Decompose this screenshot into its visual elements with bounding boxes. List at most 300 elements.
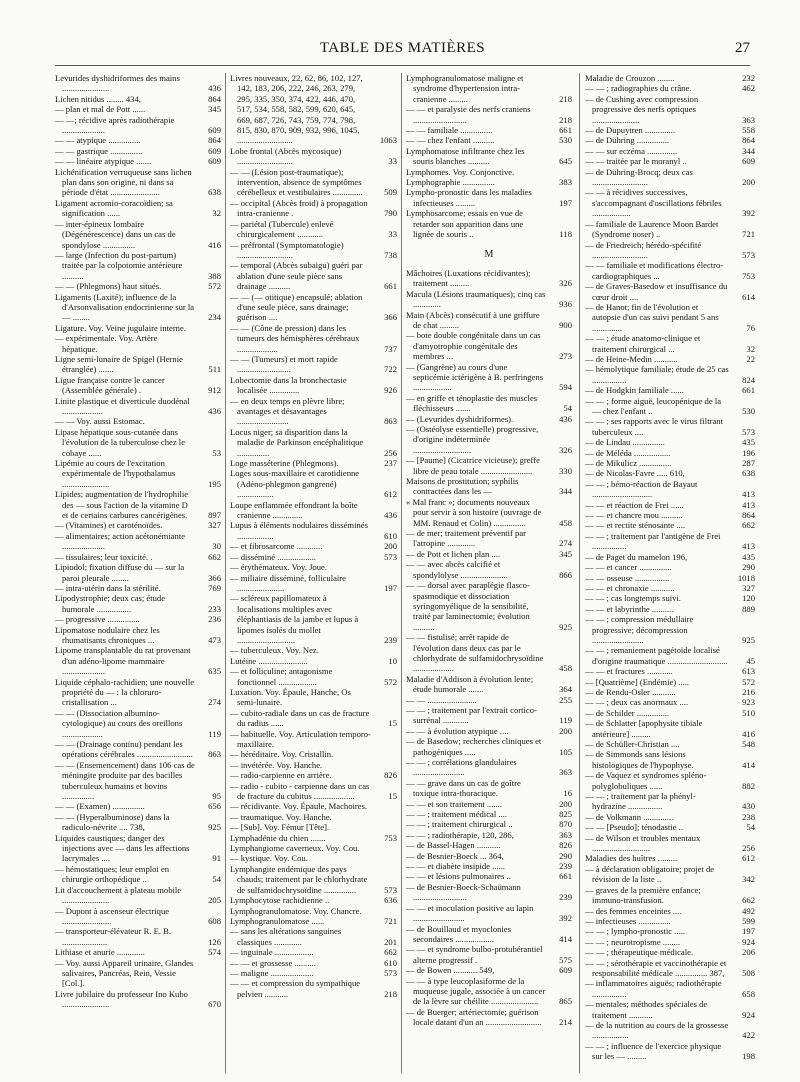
entry-text: — — ; corrélations glandulaires ........................ [406,757,517,778]
entry-text: — temporal (Abcès subaigu) guéri par ablation d'une seule pièce sans drainage .......... [230,260,363,292]
entry-page-ref: 218 [384,988,397,999]
entry-page-ref: 662 [208,551,221,562]
entry-text: — de Simmonds sans lésions histologiques de l'hypophyse. [585,749,694,770]
entry-page-ref: 32 [746,343,755,354]
index-entry [230,292,397,323]
entry-text: Ligature. Voy. Veine jugulaire interne. [55,322,186,333]
index-entry [230,167,397,198]
entry-page-ref: 609 [208,145,221,156]
entry-page-ref: 613 [742,666,755,677]
entry-page-ref: 612 [384,489,397,500]
index-entry [55,94,221,104]
index-entry [55,812,221,833]
index-entry [406,861,572,871]
entry-text: — de la nutrition au cours de la grossesse ................. [585,1019,729,1041]
index-column-4 [585,73,755,1073]
entry-text: — [Paume] (Cicatrice vicieuse); greffe libre de peau totale ........................ [406,455,540,476]
index-entry [406,944,572,965]
entry-text: Ligue française contre le cancer (Assemblée générale) . [55,374,165,396]
entry-text: — — ; deux cas anormaux .... [585,697,689,708]
index-entry [230,656,397,666]
index-entry [585,510,755,520]
entry-page-ref: 753 [742,270,755,281]
entry-text: — de Hanot; fin de l'évolution et autopsie d'un cas suivi pendant 5 ans .............. [585,301,719,333]
index-entry [55,739,221,760]
entry-text: — — à évolution atypique .... [406,725,509,736]
index-entry [585,853,755,863]
header-rule [55,65,750,66]
entry-page-ref: 256 [384,447,397,458]
entry-page-ref: 214 [559,1017,572,1028]
entry-text: — — ; forme aiguë, leucopénique de la — chez l'enfant .. [585,395,722,416]
entry-page-ref: 239 [559,892,572,903]
entry-text: Ligaments (Laxité); influence de la d'Arsonvalisation endocrinienne sur la — ........ [55,291,195,323]
entry-page-ref: 462 [742,83,755,94]
entry-text: — — et réaction de Frei ...... [585,499,684,510]
index-entry [406,73,572,104]
index-entry [55,104,221,114]
entry-text: Lutéine ....................... [230,655,308,666]
entry-page-ref: 197 [384,582,397,593]
index-entry [406,705,572,726]
entry-page-ref: 32 [212,208,221,219]
entry-page-ref: 216 [742,686,755,697]
index-entry [406,903,572,924]
entry-text: — de Friedreich; hérédo-spécifité .......................... [585,239,702,260]
index-entry [55,156,221,166]
entry-text: — — et grossesse .......... [230,957,316,968]
entry-text: Ligament acromio-coracoïdien; sa signification ...... [55,197,173,219]
entry-text: — de Buerger; artériectomie; guérison locale datant d'un an .......................... [406,1006,542,1028]
entry-text: — en deux temps en plèvre libre; avantages et désavantages ........................ [230,395,345,427]
index-entry [55,146,221,156]
entry-text: — —; récidive après radiothérapie .................... [55,114,175,136]
index-entry [585,364,755,385]
entry-text: — — et chronaxie ........... [585,582,675,593]
entry-page-ref: 753 [384,832,397,843]
entry-text: — à déclaration obligatoire; projet de révision de la liste .. [585,863,715,885]
entry-page-ref: 863 [384,416,397,427]
entry-text: Maisons de prostitution; syphilis contractées dans les — [406,476,519,497]
index-entry [585,260,755,281]
entry-page-ref: 392 [742,208,755,219]
entry-text: Luxation. Voy. Épaule, Hanche, Os semi-lunaire. [230,686,351,708]
entry-text: — — (Hyperalbuminose) dans la radiculo-névrite .... 738, [55,811,170,833]
entry-text: Lipémie au cours de l'excitation expérimentale de l'hypothalamus ...................... [55,458,176,489]
entry-text: Lupus à éléments nodulaires disséminés ................. [230,520,368,541]
index-entry [55,885,221,906]
entry-text: — plan et mal de Pott ...... [55,104,146,115]
entry-text: Lymphomatose infiltrante chez les souris blanches .......... [406,145,525,167]
index-entry [230,781,397,802]
entry-page-ref: 413 [742,499,755,510]
entry-page-ref: 436 [384,510,397,521]
entry-page-ref: 237 [384,458,397,469]
index-entry [406,674,572,695]
entry-page-ref: 635 [208,666,221,677]
entry-page-ref: 287 [742,458,755,469]
entry-text: — — ; cas longtemps suivi. [585,593,681,604]
entry-text: — — ; étude anatomo-clinique et traitement chirurgical ... [585,333,701,354]
entry-page-ref: 430 [742,801,755,812]
entry-page-ref: 826 [384,770,397,781]
index-entry [406,497,572,528]
entry-page-ref: 924 [742,936,755,947]
index-entry [230,812,397,822]
entry-page-ref: 236 [208,614,221,625]
entry-page-ref: 458 [559,663,572,674]
entry-text: — occipital (Abcès froid) à propagation intra-cranienne . [230,197,368,219]
entry-page-ref: 609 [559,965,572,976]
index-entry [55,354,221,375]
index-entry [406,924,572,945]
entry-text: — — et fractures ............ [585,666,673,677]
entry-text: — — à type leucoplasiforme de la muqueuse jugale, associée à un cancer de la lèvre sur chéilite ...................... [406,975,546,1007]
entry-page-ref: 54 [212,874,221,885]
index-entry [585,812,755,822]
entry-page-ref: 662 [384,947,397,958]
index-entry [55,801,221,811]
entry-text: Linite plastique et diverticule duodénal ................... [55,395,190,416]
entry-text: — — et cancer ............... [585,562,672,573]
index-entry [230,468,397,499]
index-entry [406,167,572,177]
entry-text: — et folliculine; antagonisme fonctionnel .................. [230,666,333,687]
entry-page-ref: 722 [384,364,397,375]
entry-page-ref: 232 [742,73,755,83]
entry-text: — Voy. aussi Appareil urinaire, Glandes salivaires, Pancréas, Rein, Vessie [Col.]. [55,957,194,989]
entry-page-ref: 383 [559,177,572,188]
entry-page-ref: 95 [212,791,221,802]
entry-page-ref: 33 [388,229,397,240]
entry-page-ref: 54 [746,822,755,833]
index-entry [55,73,221,94]
index-entry [55,167,221,198]
index-entry [55,520,221,530]
entry-page-ref: 436 [559,413,572,424]
index-entry [585,749,755,770]
index-entry [230,573,397,594]
entry-text: — (Levurides dyshidriformes). [406,413,514,424]
index-entry [55,947,221,957]
entry-page-ref: 233 [208,603,221,614]
index-entry [406,289,572,310]
entry-page-ref: 573 [384,967,397,978]
index-entry [230,198,397,219]
entry-text: — large (Infection du post-partum) traitée par la colpotomie antérieure .......... [55,249,183,281]
entry-page-ref: 925 [742,634,755,645]
entry-page-ref: 661 [559,871,572,882]
index-entry [230,833,397,843]
index-entry [585,999,755,1020]
entry-page-ref: 416 [742,728,755,739]
entry-page-ref: 435 [742,437,755,448]
entry-page-ref: 436 [208,406,221,416]
index-entry [55,375,221,396]
index-entry [230,760,397,770]
index-entry [230,749,397,759]
index-entry [55,115,221,136]
index-entry [55,708,221,739]
entry-text: Locus niger; sa disparition dans la maladie de Parkinson encéphalitique ............... [230,426,364,458]
index-entry [585,718,755,739]
index-entry [55,677,221,708]
index-entry [406,736,572,757]
index-entry [585,219,755,240]
entry-page-ref: 414 [559,933,572,944]
index-entry [55,906,221,927]
entry-text: — de Méléda ................. [585,447,671,458]
index-entry [585,94,755,125]
index-entry [585,448,755,458]
entry-text: — — (Tumeurs) et mort rapide ......................... [230,353,338,375]
index-entry [585,240,755,261]
entry-page-ref: 575 [559,954,572,965]
index-entry [406,830,572,840]
entry-text: — — familiale ............... [406,125,493,136]
entry-page-ref: 656 [208,801,221,812]
entry-text: Loges sous-maxillaire et carotidienne (Adéno-phlegmon gangrené) ................. [230,468,360,500]
entry-page-ref: 435 [742,551,755,562]
entry-page-ref: 22 [746,353,755,364]
index-entry [230,541,397,551]
index-entry [230,427,397,458]
entry-page-ref: 256 [742,843,755,854]
index-entry [406,882,572,903]
entry-text: Lymphomes. Voy. Conjonctive. [406,166,515,177]
index-entry [406,393,572,414]
entry-page-ref: 76 [746,322,755,333]
entry-text: Main (Abcès) consécutif à une griffure de chat ......... [406,309,540,330]
index-entry [230,354,397,375]
index-entry [230,458,397,468]
entry-text: — — (Cône de pression) dans les tumeurs des hémisphères cérébraux ................... [230,322,360,354]
entry-page-ref: 413 [742,489,755,500]
entry-page-ref: 926 [384,385,397,396]
entry-text: — de Lindau ............... [585,437,665,448]
entry-page-ref: 344 [559,486,572,497]
entry-page-ref: 661 [742,385,755,396]
index-entry [406,177,572,187]
index-entry [585,697,755,707]
entry-text: — — ; lympho-pronostic ..... [585,926,686,937]
index-entry [55,250,221,281]
entry-page-ref: 662 [742,520,755,531]
entry-page-ref: 670 [208,999,221,1010]
entry-text: — de Paget du mamelon 196, [585,551,688,562]
entry-page-ref: 573 [742,426,755,437]
index-entry [230,562,397,572]
index-entry [406,580,572,632]
index-entry [55,926,221,947]
entry-text: — de Cushing avec compression progressive des nerfs optiques ...................... [585,93,699,125]
index-entry [230,666,397,687]
entry-text: — — (Ensemencement) dans 106 cas de méningite produite par des bacilles tuberculeux humains et bovins ............... [55,759,195,802]
entry-page-ref: 609 [208,156,221,167]
index-entry [406,455,572,476]
entry-text: — progressive ............... [55,614,140,625]
index-entry [55,489,221,520]
index-columns [55,73,755,1073]
entry-text: — radio-carpienne en arrière. [230,770,332,781]
index-entry [55,135,221,145]
entry-page-ref: 572 [384,676,397,687]
entry-text: — transporteur-élévateur R. E. B. ..................... [55,926,172,947]
page-number: 27 [735,40,750,56]
entry-text: — — ; traitement chirurgical .. [406,819,513,830]
index-entry [406,965,572,975]
index-entry [585,833,755,854]
entry-text: — expérimentale. Voy. Artère hépatique. [55,333,158,354]
entry-page-ref: 273 [559,351,572,362]
index-entry [585,906,755,916]
entry-text: — érythémateux. Voy. Joue. [230,562,327,573]
entry-page-ref: 206 [742,947,755,958]
index-entry [585,645,755,666]
section-letter: M [484,248,494,260]
entry-page-ref: 413 [742,541,755,552]
entry-text: Lipomatose nodulaire chez les rhumatisants chroniques ... [55,624,160,645]
index-entry [55,323,221,333]
entry-text: — sans les altérations sanguines classiques ............. [230,926,342,947]
entry-page-ref: 473 [208,634,221,645]
entry-page-ref: 866 [559,569,572,580]
entry-text: — de Besnier-Boeck-Schaümann ......................... [406,881,521,903]
entry-text: — scléreux papillomateux à localisations multiples avec éléphantiasis de la jambe et lupus à lipomes isolés du mollet ........................... [230,593,359,645]
entry-page-ref: 574 [208,947,221,958]
entry-page-ref: 508 [742,967,755,978]
index-entry [585,146,755,156]
entry-page-ref: 363 [559,829,572,840]
entry-text: — de Mikulicz ............... [585,458,672,469]
index-entry [585,822,755,832]
index-entry [230,843,397,853]
index-entry [585,479,755,500]
index-entry [55,396,221,417]
entry-text: — des femmes enceintes .... [585,905,682,916]
entry-page-ref: 414 [742,759,755,770]
entry-text: Lobe frontal (Abcès mycosique) .......................... [230,145,342,167]
entry-text: — — à récidives successives, s'accompagnant d'oscillations fébriles .................. [585,187,722,219]
entry-page-ref: 118 [559,229,572,240]
entry-text: — — familiale et modifications électro-cardiographiques ... [585,260,724,281]
entry-page-ref: 661 [559,125,572,136]
entry-text: — de Dühring ............... [585,135,670,146]
index-entry [585,520,755,530]
entry-page-ref: 366 [384,312,397,323]
entry-page-ref: 200 [559,725,572,736]
entry-page-ref: 238 [742,811,755,822]
entry-text: — habituelle. Voy. Articulation temporo-maxillaire. [230,728,371,749]
index-entry [406,187,572,208]
index-entry [585,958,755,979]
index-entry [585,468,755,478]
entry-text: — — ; influence de l'exercice physique sur les — ......... [585,1040,722,1062]
entry-page-ref: 573 [742,249,755,260]
index-entry [406,104,572,125]
entry-text: Lichénification verruqueuse sans lichen plan dans son origine, ni dans sa période d'état ....................... [55,166,192,198]
index-entry [230,801,397,811]
entry-page-ref: 53 [212,447,221,458]
index-entry [230,864,397,895]
entry-text: — Dupont à ascenseur électrique ....................... [55,905,170,926]
index-entry [406,528,572,549]
index-entry [585,583,755,593]
entry-text: Lymphangiome caverneux. Voy. Cou. [230,843,360,854]
entry-page-ref: 636 [384,895,397,906]
index-entry [585,1020,755,1041]
index-entry [406,976,572,1007]
index-entry [585,739,755,749]
entry-page-ref: 205 [208,895,221,906]
index-entry [585,593,755,603]
index-entry [230,958,397,968]
entry-text: — graves de la première enfance; immuno-transfusion. [585,884,701,906]
entry-page-ref: 925 [208,822,221,833]
entry-page-ref: 105 [559,746,572,757]
entry-text: — — et compression du sympathique pelvien ........... [230,978,361,999]
index-entry [230,260,397,291]
index-entry [585,125,755,135]
entry-page-ref: 33 [388,156,397,167]
entry-page-ref: 200 [384,541,397,552]
page-header [55,40,750,64]
entry-page-ref: 610 [384,530,397,541]
entry-page-ref: 721 [742,229,755,240]
entry-text: — de Schüller-Christian .... [585,739,680,749]
index-entry [55,552,221,562]
entry-text: — — ; compression médullaire progressive; décompression ........................ [585,614,694,645]
entry-page-ref: 126 [208,936,221,947]
entry-text: — mentales; méthodes spéciales de traitement ........... [585,999,708,1020]
index-entry [55,958,221,989]
index-entry [585,926,755,936]
entry-text: — de Dühring-Brocq; deux cas .......................... [585,166,693,188]
entry-text: Lymphangite endémique des pays chauds; traitement par le chlorhydrate de sulfamidochrysoïdine ............... [230,863,368,895]
index-entry [230,926,397,947]
entry-page-ref: 662 [742,895,755,906]
index-entry [230,770,397,780]
index-entry [585,677,755,687]
index-entry [230,219,397,240]
entry-text: — — et labyrinthe .......... [585,603,674,614]
entry-text: — de Rendu-Osler ........... [585,686,676,697]
entry-page-ref: 923 [742,697,755,708]
entry-text: — — Voy. aussi Estomac. [55,416,145,427]
index-entry [55,562,221,583]
index-column-2 [230,73,397,1073]
entry-text: — héréditaire. Voy. Cristallin. [230,749,334,760]
entry-page-ref: 392 [559,913,572,924]
entry-text: — de mer; traitement préventif par l'atropine ............. [406,528,527,549]
index-entry [585,500,755,510]
entry-text: — — ; sérothérapie et vaccinothérapie et responsabilité médicale ............... 387, [585,957,727,978]
entry-text: — de Bouillaud et myoclonies secondaires .................. [406,923,512,944]
entry-text: Lymphosarcome; essais en vue de retarder son apparition dans une lignée de souris .. [406,208,524,240]
entry-text: — — ; bémo-réaction de Bayaut ............................ [585,478,698,500]
index-entry [585,947,755,957]
entry-text: Lymphogranulomatose. Voy. Chancre. [230,905,362,916]
index-entry [55,427,221,458]
entry-page-ref: 30 [212,541,221,552]
entry-page-ref: 197 [742,926,755,937]
index-entry [585,885,755,906]
index-entry [230,906,397,916]
entry-text: — — ; radiographies du crâne. [585,83,692,94]
entry-page-ref: 54 [563,403,572,414]
index-entry [406,559,572,580]
entry-page-ref: 200 [559,798,572,809]
